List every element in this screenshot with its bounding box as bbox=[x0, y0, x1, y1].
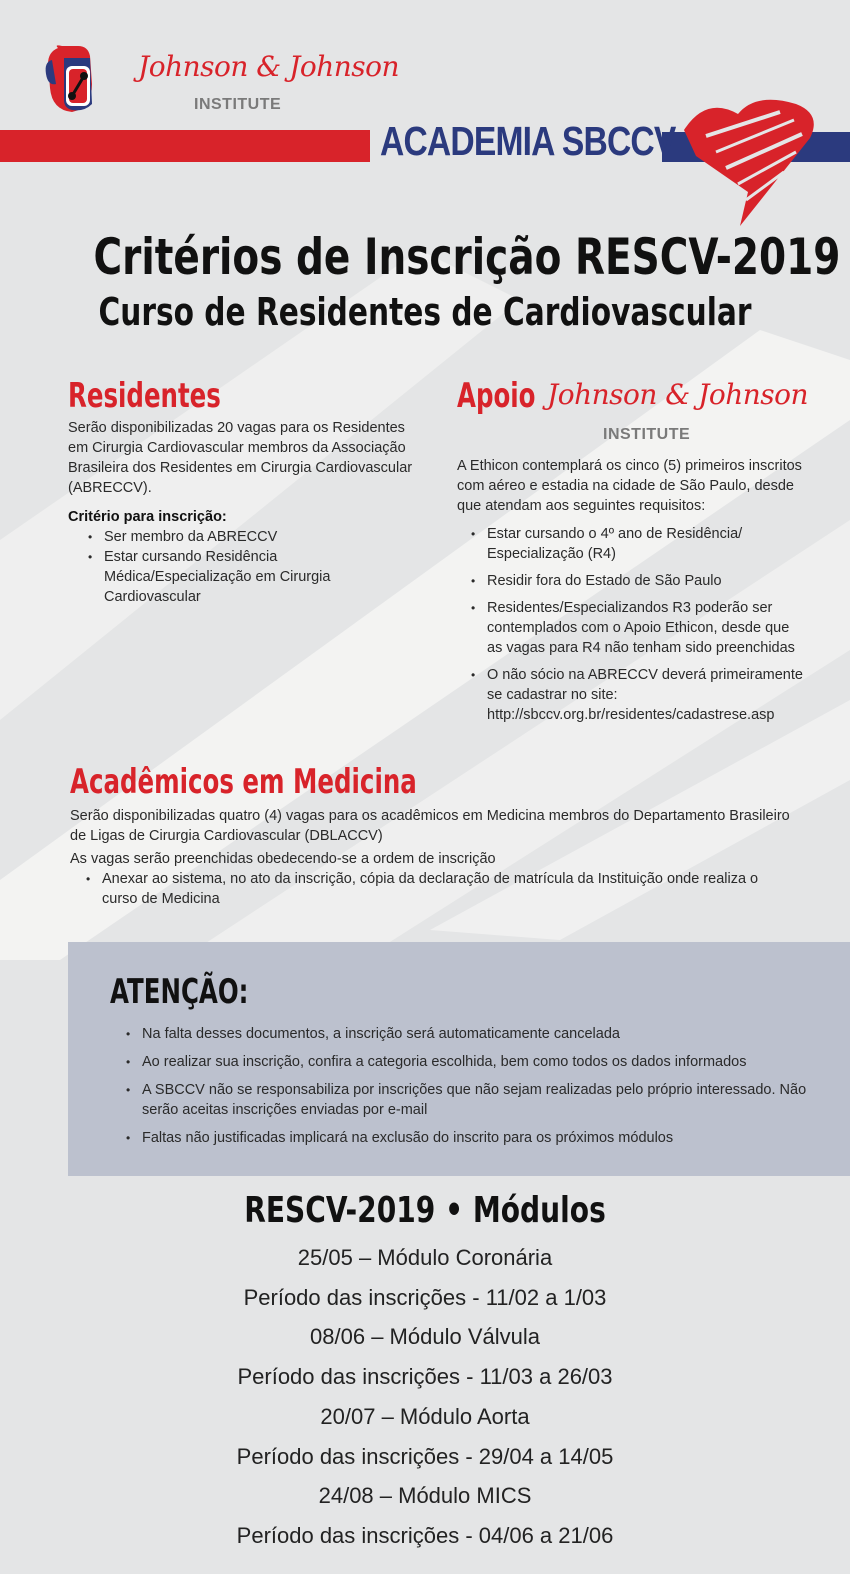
red-header-bar bbox=[0, 130, 370, 162]
apoio-jj-institute: INSTITUTE bbox=[603, 426, 691, 443]
module-period-line: Período das inscrições - 11/03 a 26/03 bbox=[237, 1364, 613, 1390]
residentes-heading: Residentes bbox=[68, 376, 221, 416]
list-item: • A SBCCV não se responsabiliza por inscrições que não sejam realizadas pelo próprio interessado. Não serão aceitas inscrições enviadas por e-mail bbox=[126, 1080, 816, 1120]
academicos-section bbox=[70, 762, 790, 909]
list-item: • Estar cursando Residência Médica/Especialização em Cirurgia Cardiovascular bbox=[88, 547, 428, 607]
residentes-section bbox=[68, 376, 428, 607]
module-period-line: Período das inscrições - 29/04 a 14/05 bbox=[236, 1443, 614, 1469]
jj-brand-text: Johnson & Johnson bbox=[138, 50, 400, 83]
list-item: • Residentes/Especializandos R3 poderão ser contemplados com o Apoio Ethicon, desde que as vagas para R4 não tenham sido preenchidas bbox=[471, 598, 807, 658]
atencao-box bbox=[68, 942, 850, 1176]
academia-sbccv-title: ACADEMIA SBCCV bbox=[380, 118, 676, 164]
module-period-line: Período das inscrições - 11/02 a 1/03 bbox=[243, 1284, 607, 1310]
module-period-line: Período das inscrições - 04/06 a 21/06 bbox=[236, 1522, 614, 1548]
criteria-list bbox=[88, 527, 428, 607]
list-item: • Anexar ao sistema, no ato da inscrição, cópia da declaração de matrícula da Instituição onde realiza o curso de Medicina bbox=[86, 869, 790, 909]
jj-institute-text: INSTITUTE bbox=[194, 96, 282, 113]
list-item: • Residir fora do Estado de São Paulo bbox=[471, 571, 807, 591]
heart-brush-mark bbox=[676, 96, 824, 230]
list-item: • O não sócio na ABRECCV deverá primeiramente se cadastrar no site: http://sbccv.org.br/residentes/cadastrese.asp bbox=[471, 665, 807, 725]
criteria-label: Critério para inscrição: bbox=[68, 509, 227, 525]
modulos-list bbox=[0, 1238, 850, 1556]
module-date-line: 25/05 – Módulo Coronária bbox=[297, 1245, 553, 1270]
apoio-requirements-list bbox=[471, 524, 807, 732]
atencao-heading: ATENÇÃO: bbox=[110, 972, 249, 1012]
sbccv-heart-logo bbox=[44, 44, 96, 114]
list-item: • Ao realizar sua inscrição, confira a categoria escolhida, bem como todos os dados informados bbox=[126, 1052, 816, 1072]
list-item: • Na falta desses documentos, a inscrição será automaticamente cancelada bbox=[126, 1024, 816, 1044]
list-item: • Estar cursando o 4º ano de Residência/ Especialização (R4) bbox=[471, 524, 807, 564]
apoio-heading: Apoio bbox=[457, 376, 536, 416]
page-subtitle: Curso de Residentes de Cardiovascular bbox=[98, 290, 752, 334]
jj-header-logo bbox=[138, 50, 399, 83]
module-date-line: 08/06 – Módulo Válvula bbox=[310, 1324, 540, 1350]
academicos-heading: Acadêmicos em Medicina bbox=[70, 762, 417, 802]
academicos-order-text: As vagas serão preenchidas obedecendo-se a ordem de inscrição bbox=[70, 851, 496, 867]
module-date-line: 24/08 – Módulo MICS bbox=[318, 1483, 532, 1509]
page-title: Critérios de Inscrição RESCV-2019 bbox=[93, 228, 841, 286]
academicos-list bbox=[86, 869, 790, 909]
list-item: • Faltas não justificadas implicará na exclusão do inscrito para os próximos módulos bbox=[126, 1128, 816, 1148]
list-item: • Ser membro da ABRECCV bbox=[88, 527, 428, 547]
modulos-heading: RESCV-2019 • Módulos bbox=[244, 1190, 606, 1231]
apoio-jj-brand: Johnson & Johnson bbox=[547, 378, 809, 411]
atencao-list bbox=[126, 1024, 816, 1156]
apoio-text: A Ethicon contemplará os cinco (5) primeiros inscritos com aéreo e estadia na cidade de São Paulo, desde que atendam aos seguintes requisitos: bbox=[457, 458, 802, 514]
residentes-text: Serão disponibilizadas 20 vagas para os Residentes em Cirurgia Cardiovascular membros da Associação Brasileira dos Residentes em Cirurgia Cardiovascular (ABRECCV). bbox=[68, 420, 413, 496]
apoio-section bbox=[457, 376, 809, 723]
module-date-line: 20/07 – Módulo Aorta bbox=[320, 1403, 530, 1429]
academicos-text: Serão disponibilizadas quatro (4) vagas para os acadêmicos em Medicina membros do Departamento Brasileiro de Ligas de Cirurgia Cardiovascular (DBLACCV) bbox=[70, 808, 790, 844]
